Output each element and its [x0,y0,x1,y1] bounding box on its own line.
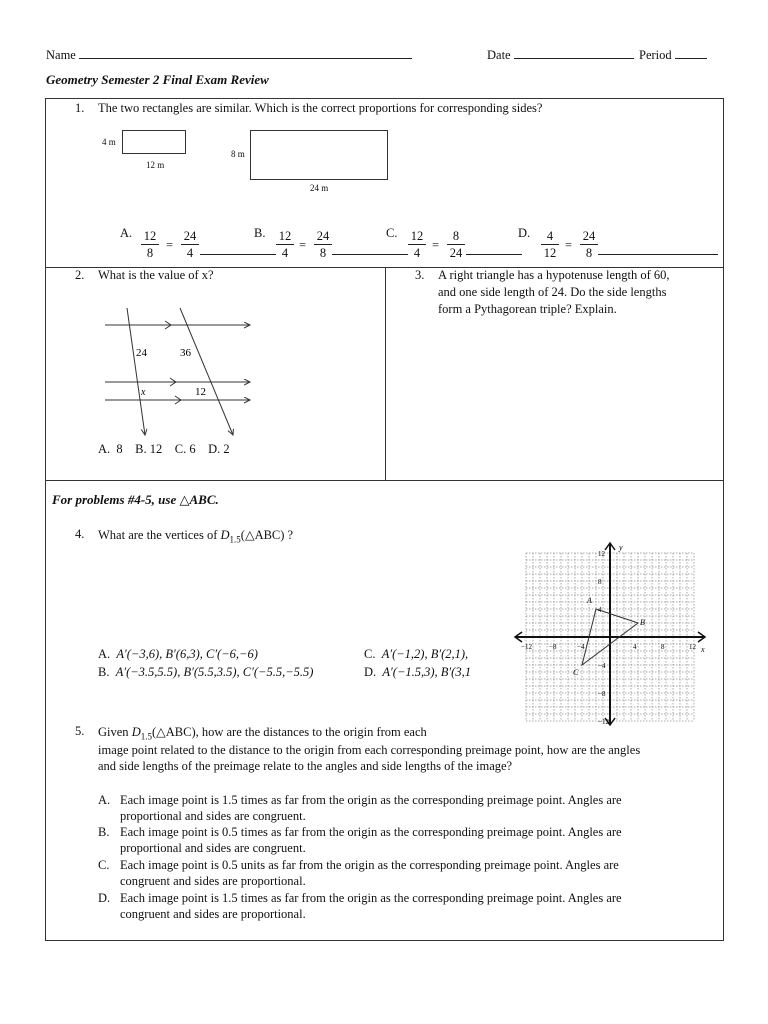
q1-c-right-fraction: 8 24 [447,228,465,261]
q5-option-c-line-1: Each image point is 0.5 units as far from the origin as the corresponding preimage point. Angles are [120,858,619,872]
page-title: Geometry Semester 2 Final Exam Review [46,72,269,87]
large-rect-height: 8 m [231,149,245,159]
q5-option-d-line-1: Each image point is 1.5 times as far from the origin as the corresponding preimage point. Angles are [120,891,622,905]
q4-text: What are the vertices of $D_{1.5}(\triangle ABC)$ ? [98,528,294,545]
q2-options: A. 8 B. 12 C. 6 D. 2 [98,442,230,456]
x-tick-label: −12 [521,643,532,651]
x-tick-label: −4 [577,643,585,651]
q5-option-d-letter: D. [98,891,111,905]
q1-option-d-letter: D. [518,226,531,240]
q5-line-3: and side lengths of the preimage relate to the angles and side lengths of the image? [98,759,513,773]
q1-c-equals: = [432,238,440,252]
label-x: x [141,387,146,398]
y-tick-label: 4 [598,606,602,614]
q1-number: 1. [75,101,85,115]
q3-line-1: A right triangle has a hypotenuse length of 60, [438,268,670,282]
q1-option-a-letter: A. [120,226,133,240]
q1-b-right-fraction: 24 8 [314,228,332,261]
date-line[interactable] [487,47,634,63]
q1-d-left-fraction: 4 12 [541,228,559,261]
q5-option-c-letter: C. [98,858,110,872]
q5-line-2: image point related to the distance to the origin from each corresponding preimage point, how are the angles [98,743,641,757]
q5-line-1: Given $D_{1.5}(\triangle ABC)$, how are the distances to the origin from each [98,725,427,742]
y-tick-label: −8 [598,690,606,698]
vertex-b-label: B [640,618,645,627]
x-tick-label: 4 [633,643,637,651]
large-rect-width: 24 m [310,183,329,193]
vertex-a-label: A [587,596,592,605]
q2-number: 2. [75,268,85,282]
period-label: Period [639,48,672,62]
q1-d-equals: = [565,238,573,252]
q5-option-a-line-1: Each image point is 1.5 times as far from the origin as the corresponding preimage point. Angles are [120,793,622,807]
q1-text: The two rectangles are similar. Which is the correct proportions for corresponding sides? [98,101,543,115]
transversal-2 [180,308,233,435]
q1-option-c-letter: C. [386,226,398,240]
y-tick-label: −4 [598,662,606,670]
q1-b-equals: = [299,238,307,252]
name-line[interactable] [46,47,412,63]
q5-option-b-line-2: proportional and sides are congruent. [120,841,306,855]
transversal-1 [127,308,145,435]
y-axis-label: y [619,543,623,552]
q5-option-b-letter: B. [98,825,110,839]
label-12: 12 [195,386,206,398]
q3-line-3: form a Pythagorean triple? Explain. [438,302,617,316]
x-tick-label: 12 [689,643,696,651]
q3-number: 3. [415,268,425,282]
vertex-c-label: C [573,668,579,677]
q5-option-a-line-2: proportional and sides are congruent. [120,809,306,823]
parallel-lines-diagram [100,300,260,445]
q1-option-b-letter: B. [254,226,266,240]
y-tick-label: 8 [598,578,602,586]
name-label: Name [46,48,76,62]
date-label: Date [487,48,511,62]
q4-option-b: B. A′(−3.5,5.5), B′(5.5,3.5), C′(−5.5,−5.5) [98,665,314,679]
small-rect-width: 12 m [146,160,165,170]
q1-c-left-fraction: 12 4 [408,228,426,261]
period-line[interactable] [639,47,707,63]
q1-b-left-fraction: 12 4 [276,228,294,261]
q5-option-c-line-2: congruent and sides are proportional. [120,874,306,888]
q1-a-equals: = [166,238,174,252]
q1-a-left-fraction: 12 8 [141,228,159,261]
small-rect-height: 4 m [102,137,116,147]
x-axis-label: x [701,645,705,654]
section-intro: For problems #4-5, use △ABC. [52,492,219,507]
coordinate-graph [512,540,708,728]
q5-option-b-line-1: Each image point is 0.5 times as far from the origin as the corresponding preimage point. Angles are [120,825,622,839]
small-rectangle [122,130,186,154]
q5-option-a-letter: A. [98,793,111,807]
large-rectangle [250,130,388,180]
q1-d-right-fraction: 24 8 [580,228,598,261]
q1-a-right-fraction: 24 4 [181,228,199,261]
q3-line-2: and one side length of 24. Do the side lengths [438,285,667,299]
q4-option-c: C. A′(−1,2), B′(2,1), [364,647,469,661]
q4-option-a: A. A′(−3,6), B′(6,3), C′(−6,−6) [98,647,258,661]
q4-option-d: D. A′(−1.5,3), B′(3,1 [364,665,471,679]
y-tick-label: −12 [598,718,609,726]
label-24: 24 [136,347,147,359]
label-36: 36 [180,347,191,359]
x-tick-label: −8 [549,643,557,651]
q4-number: 4. [75,527,85,541]
x-tick-label: 8 [661,643,665,651]
y-tick-label: 12 [598,550,605,558]
q5-option-d-line-2: congruent and sides are proportional. [120,907,306,921]
q5-number: 5. [75,724,85,738]
q2-text: What is the value of x? [98,268,214,282]
